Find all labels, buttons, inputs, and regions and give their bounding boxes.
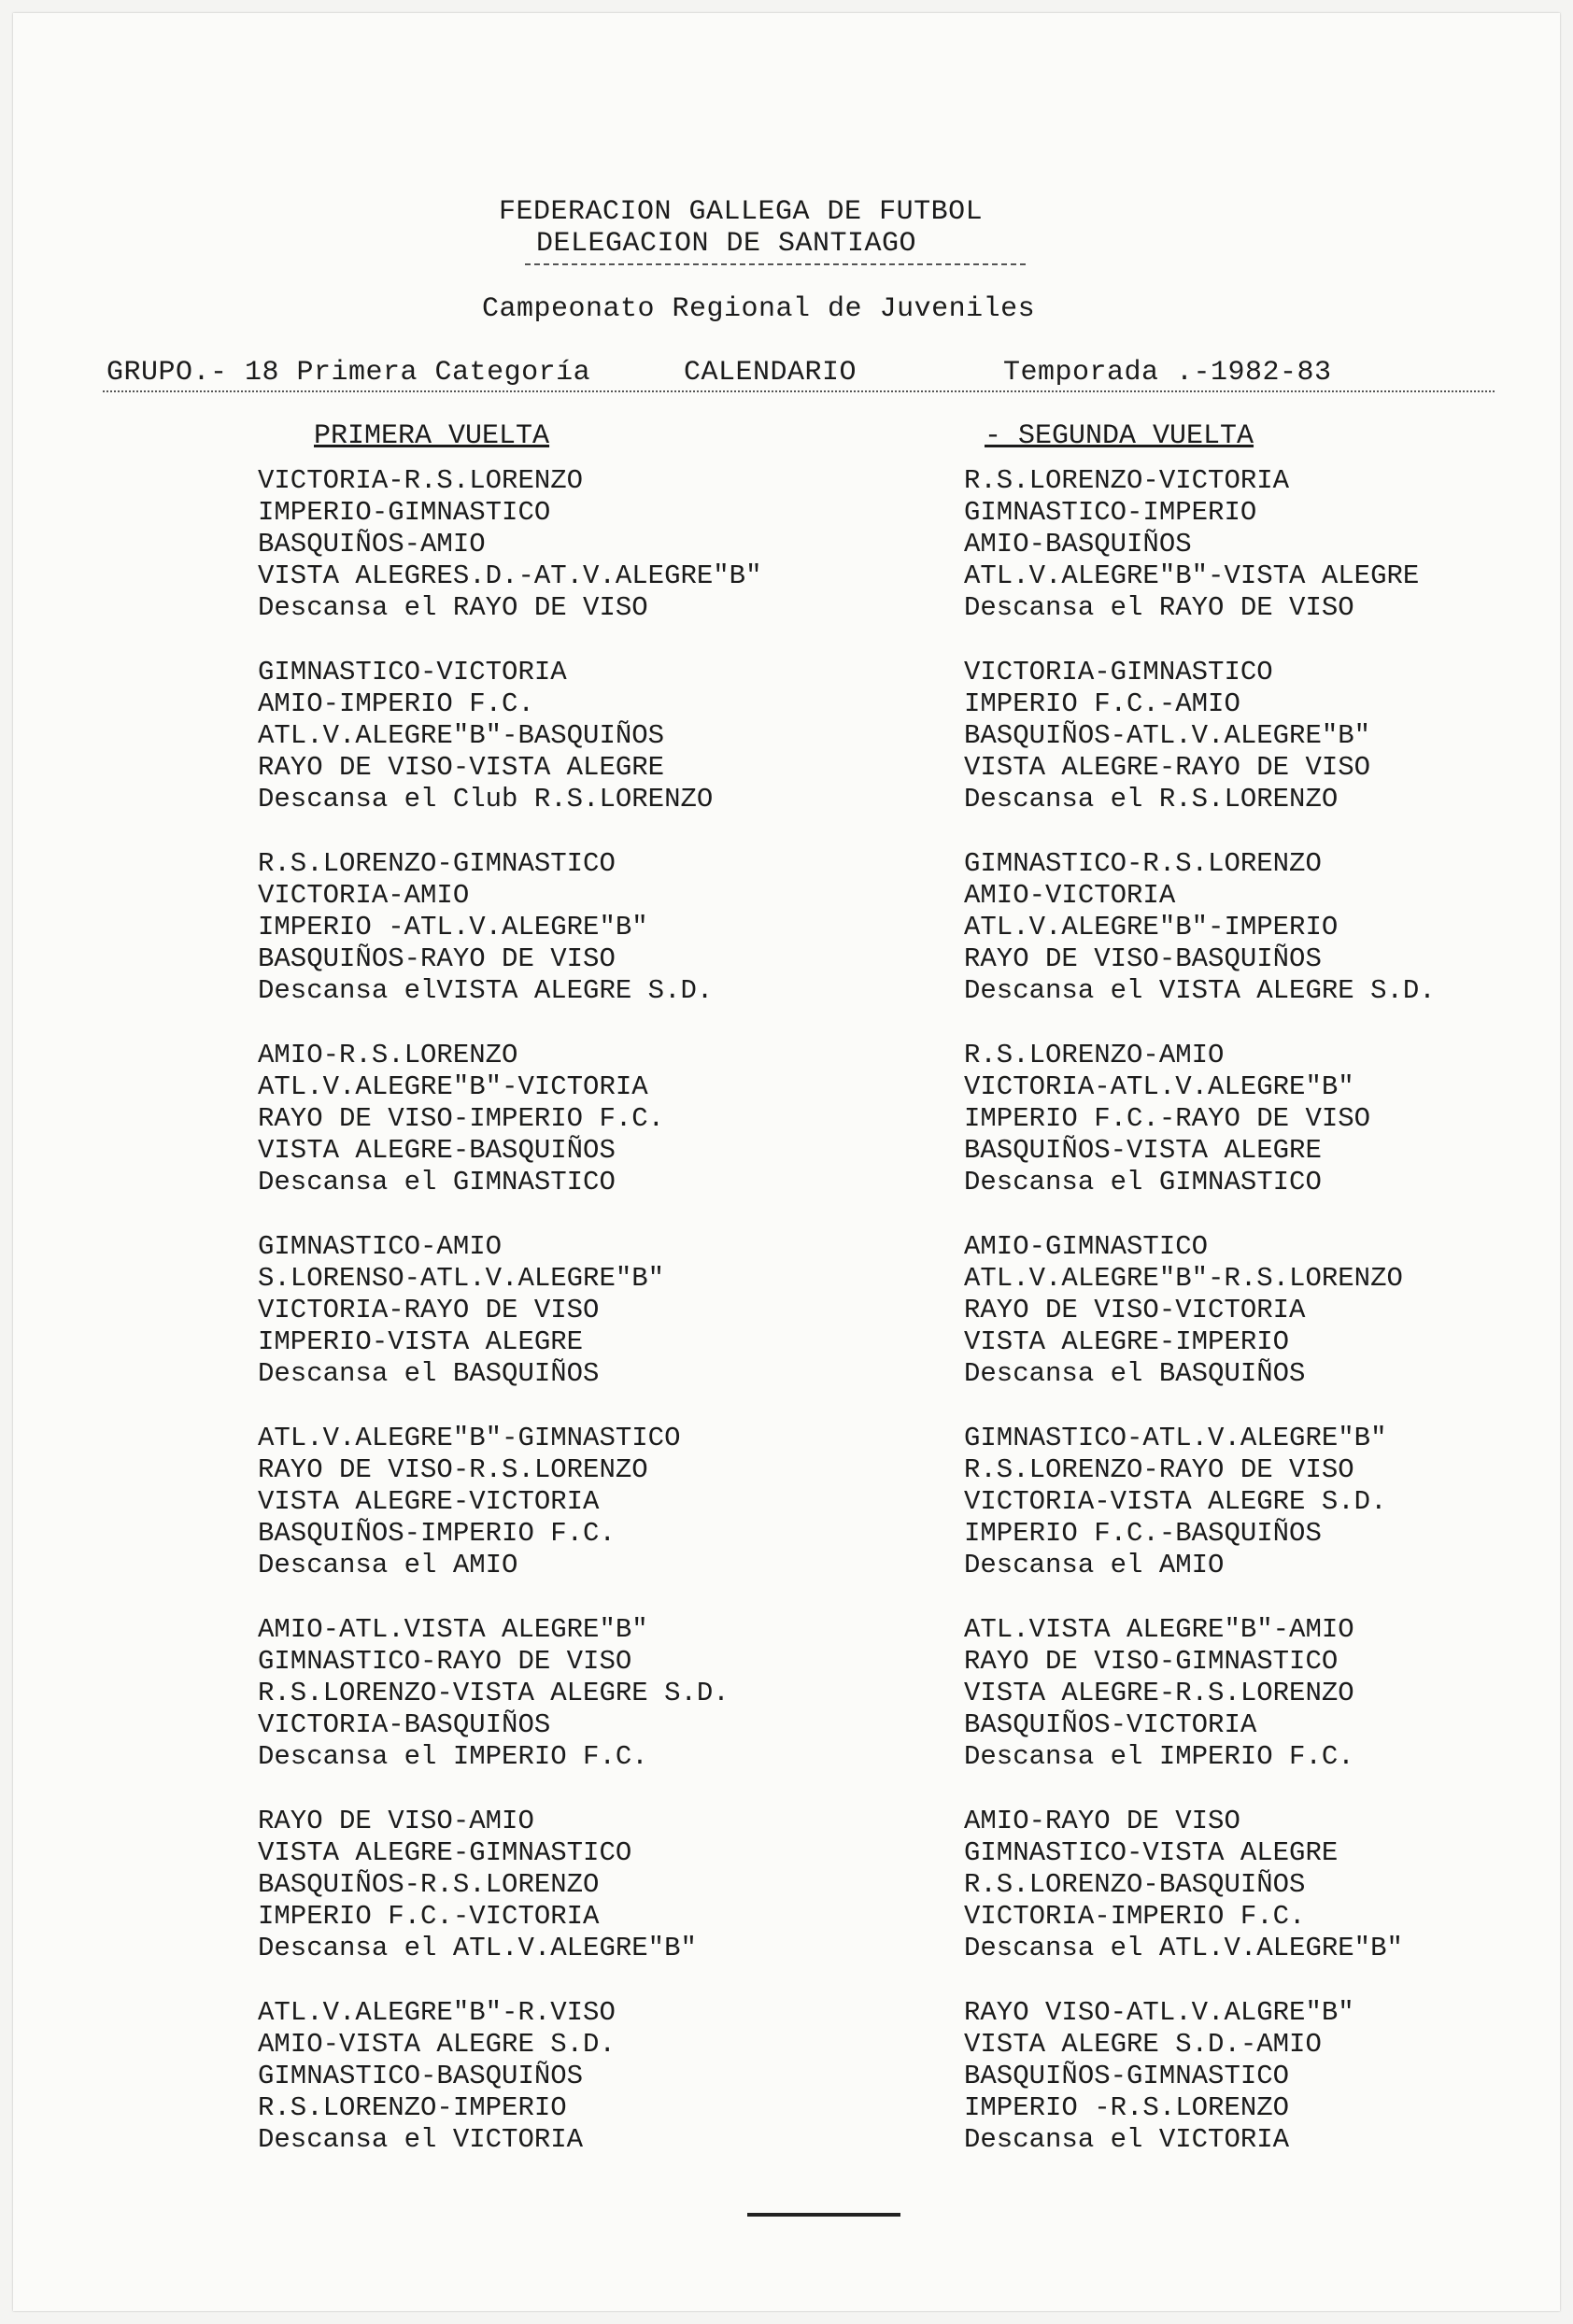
- match-line: BASQUIÑOS-RAYO DE VISO: [258, 943, 616, 974]
- round-block: [258, 1806, 930, 1997]
- calendar-label: CALENDARIO: [684, 357, 857, 389]
- season-line: Temporada .-1982-83: [1003, 357, 1332, 389]
- match-line: RAYO DE VISO-AMIO: [258, 1806, 534, 1836]
- second-leg-column: [964, 465, 1573, 2189]
- match-line: BASQUIÑOS-VISTA ALEGRE: [964, 1135, 1322, 1166]
- match-line: GIMNASTICO-VICTORIA: [258, 657, 567, 687]
- match-line: ATL.V.ALEGRE"B"-R.VISO: [258, 1997, 616, 2028]
- match-line: VICTORIA-GIMNASTICO: [964, 657, 1273, 687]
- round-block: [258, 1040, 930, 1231]
- match-line: GIMNASTICO-AMIO: [258, 1231, 503, 1262]
- competition-title: Campeonato Regional de Juveniles: [482, 293, 1036, 325]
- match-line: BASQUIÑOS-VICTORIA: [964, 1709, 1257, 1740]
- match-line: IMPERIO-GIMNASTICO: [258, 497, 551, 528]
- match-line: GIMNASTICO-RAYO DE VISO: [258, 1646, 632, 1677]
- rest-line: Descansa el GIMNASTICO: [964, 1167, 1322, 1197]
- match-line: AMIO-BASQUIÑOS: [964, 529, 1192, 560]
- rest-line: Descansa el BASQUIÑOS: [964, 1358, 1306, 1389]
- match-line: BASQUIÑOS-IMPERIO F.C.: [258, 1518, 616, 1549]
- match-line: S.LORENSO-ATL.V.ALEGRE"B": [258, 1263, 665, 1294]
- round-block: [258, 1423, 930, 1614]
- match-line: RAYO DE VISO-BASQUIÑOS: [964, 943, 1322, 974]
- match-line: VICTORIA-RAYO DE VISO: [258, 1295, 600, 1325]
- federation-title: FEDERACION GALLEGA DE FUTBOL: [499, 196, 984, 228]
- round-block: [258, 848, 930, 1040]
- bottom-rule: [747, 2213, 900, 2217]
- rest-line: Descansa el GIMNASTICO: [258, 1167, 616, 1197]
- match-line: IMPERIO-VISTA ALEGRE: [258, 1326, 584, 1357]
- match-line: R.S.LORENZO-VISTA ALEGRE S.D.: [258, 1678, 730, 1708]
- group-line: GRUPO.- 18 Primera Categoría: [106, 357, 591, 389]
- match-line: ATL.V.ALEGRE"B"-VISTA ALEGRE: [964, 560, 1420, 591]
- rest-line: Descansa el VISTA ALEGRE S.D.: [964, 975, 1436, 1006]
- match-line: BASQUIÑOS-ATL.V.ALEGRE"B": [964, 720, 1371, 751]
- match-line: IMPERIO -R.S.LORENZO: [964, 2092, 1290, 2123]
- match-line: GIMNASTICO-BASQUIÑOS: [258, 2061, 584, 2091]
- round-block: [258, 1614, 930, 1806]
- rest-line: Descansa el VICTORIA: [964, 2124, 1290, 2155]
- first-leg-column: [258, 465, 930, 2189]
- match-line: AMIO-VISTA ALEGRE S.D.: [258, 2029, 616, 2060]
- match-line: ATL.VISTA ALEGRE"B"-AMIO: [964, 1614, 1354, 1645]
- match-line: R.S.LORENZO-AMIO: [964, 1040, 1225, 1070]
- match-line: BASQUIÑOS-AMIO: [258, 529, 486, 560]
- round-block: [258, 465, 930, 657]
- match-line: GIMNASTICO-R.S.LORENZO: [964, 848, 1322, 879]
- match-line: IMPERIO F.C.-AMIO: [964, 688, 1240, 719]
- match-line: BASQUIÑOS-GIMNASTICO: [964, 2061, 1290, 2091]
- match-line: VISTA ALEGRE-RAYO DE VISO: [964, 752, 1371, 783]
- match-line: AMIO-ATL.VISTA ALEGRE"B": [258, 1614, 648, 1645]
- match-line: VISTA ALEGRE-BASQUIÑOS: [258, 1135, 616, 1166]
- round-block: [964, 1614, 1573, 1806]
- delegation-title: DELEGACION DE SANTIAGO: [536, 228, 917, 260]
- group-underline: [103, 390, 1495, 392]
- match-line: RAYO DE VISO-IMPERIO F.C.: [258, 1103, 665, 1134]
- rest-line: Descansa el AMIO: [258, 1550, 518, 1580]
- match-line: ATL.V.ALEGRE"B"-VICTORIA: [258, 1071, 648, 1102]
- round-block: [964, 1423, 1573, 1614]
- match-line: AMIO-R.S.LORENZO: [258, 1040, 518, 1070]
- match-line: VISTA ALEGRE-VICTORIA: [258, 1486, 600, 1517]
- match-line: VICTORIA-AMIO: [258, 880, 470, 911]
- match-line: ATL.V.ALEGRE"B"-R.S.LORENZO: [964, 1263, 1403, 1294]
- rest-line: Descansa el BASQUIÑOS: [258, 1358, 600, 1389]
- match-line: BASQUIÑOS-R.S.LORENZO: [258, 1869, 600, 1900]
- match-line: R.S.LORENZO-BASQUIÑOS: [964, 1869, 1306, 1900]
- round-block: [258, 1231, 930, 1423]
- match-line: R.S.LORENZO-GIMNASTICO: [258, 848, 616, 879]
- title-underline: [525, 263, 1026, 265]
- match-line: VISTA ALEGRE-IMPERIO: [964, 1326, 1290, 1357]
- match-line: IMPERIO -ATL.V.ALEGRE"B": [258, 912, 648, 942]
- rest-line: Descansa el Club R.S.LORENZO: [258, 784, 714, 815]
- match-line: R.S.LORENZO-VICTORIA: [964, 465, 1290, 496]
- match-line: IMPERIO F.C.-BASQUIÑOS: [964, 1518, 1322, 1549]
- match-line: RAYO DE VISO-GIMNASTICO: [964, 1646, 1339, 1677]
- round-block: [964, 657, 1573, 848]
- round-block: [964, 1806, 1573, 1997]
- match-line: GIMNASTICO-VISTA ALEGRE: [964, 1837, 1339, 1868]
- round-block: [258, 1997, 930, 2189]
- match-line: RAYO VISO-ATL.V.ALGRE"B": [964, 1997, 1354, 2028]
- rest-line: Descansa el R.S.LORENZO: [964, 784, 1339, 815]
- round-block: [964, 465, 1573, 657]
- rest-line: Descansa el IMPERIO F.C.: [964, 1741, 1354, 1772]
- match-line: AMIO-RAYO DE VISO: [964, 1806, 1240, 1836]
- match-line: GIMNASTICO-IMPERIO: [964, 497, 1257, 528]
- match-line: VISTA ALEGRE S.D.-AMIO: [964, 2029, 1322, 2060]
- rest-line: Descansa el IMPERIO F.C.: [258, 1741, 648, 1772]
- match-line: AMIO-VICTORIA: [964, 880, 1176, 911]
- match-line: IMPERIO F.C.-VICTORIA: [258, 1901, 600, 1932]
- rest-line: Descansa el RAYO DE VISO: [964, 592, 1354, 623]
- match-line: VISTA ALEGRE-GIMNASTICO: [258, 1837, 632, 1868]
- match-line: GIMNASTICO-ATL.V.ALEGRE"B": [964, 1423, 1387, 1453]
- second-leg-title: - SEGUNDA VUELTA: [985, 420, 1254, 452]
- match-line: R.S.LORENZO-IMPERIO: [258, 2092, 567, 2123]
- rest-line: Descansa el AMIO: [964, 1550, 1225, 1580]
- rest-line: Descansa el RAYO DE VISO: [258, 592, 648, 623]
- match-line: IMPERIO F.C.-RAYO DE VISO: [964, 1103, 1371, 1134]
- match-line: ATL.V.ALEGRE"B"-GIMNASTICO: [258, 1423, 681, 1453]
- match-line: VICTORIA-IMPERIO F.C.: [964, 1901, 1306, 1932]
- rest-line: Descansa el VICTORIA: [258, 2124, 584, 2155]
- match-line: VISTA ALEGRES.D.-AT.V.ALEGRE"B": [258, 560, 762, 591]
- match-line: ATL.V.ALEGRE"B"-BASQUIÑOS: [258, 720, 665, 751]
- first-leg-title: PRIMERA VUELTA: [314, 420, 550, 452]
- round-block: [258, 657, 930, 848]
- match-line: RAYO DE VISO-VICTORIA: [964, 1295, 1306, 1325]
- match-line: AMIO-GIMNASTICO: [964, 1231, 1209, 1262]
- round-block: [964, 848, 1573, 1040]
- round-block: [964, 1997, 1573, 2189]
- match-line: VICTORIA-BASQUIÑOS: [258, 1709, 551, 1740]
- round-block: [964, 1040, 1573, 1231]
- rest-line: Descansa el ATL.V.ALEGRE"B": [964, 1933, 1403, 1963]
- document-page: [13, 13, 1560, 2311]
- match-line: VISTA ALEGRE-R.S.LORENZO: [964, 1678, 1354, 1708]
- match-line: VICTORIA-ATL.V.ALEGRE"B": [964, 1071, 1354, 1102]
- match-line: RAYO DE VISO-VISTA ALEGRE: [258, 752, 665, 783]
- match-line: RAYO DE VISO-R.S.LORENZO: [258, 1454, 648, 1485]
- match-line: VICTORIA-R.S.LORENZO: [258, 465, 584, 496]
- match-line: VICTORIA-VISTA ALEGRE S.D.: [964, 1486, 1387, 1517]
- rest-line: Descansa elVISTA ALEGRE S.D.: [258, 975, 714, 1006]
- match-line: R.S.LORENZO-RAYO DE VISO: [964, 1454, 1354, 1485]
- match-line: ATL.V.ALEGRE"B"-IMPERIO: [964, 912, 1339, 942]
- round-block: [964, 1231, 1573, 1423]
- match-line: AMIO-IMPERIO F.C.: [258, 688, 534, 719]
- rest-line: Descansa el ATL.V.ALEGRE"B": [258, 1933, 697, 1963]
